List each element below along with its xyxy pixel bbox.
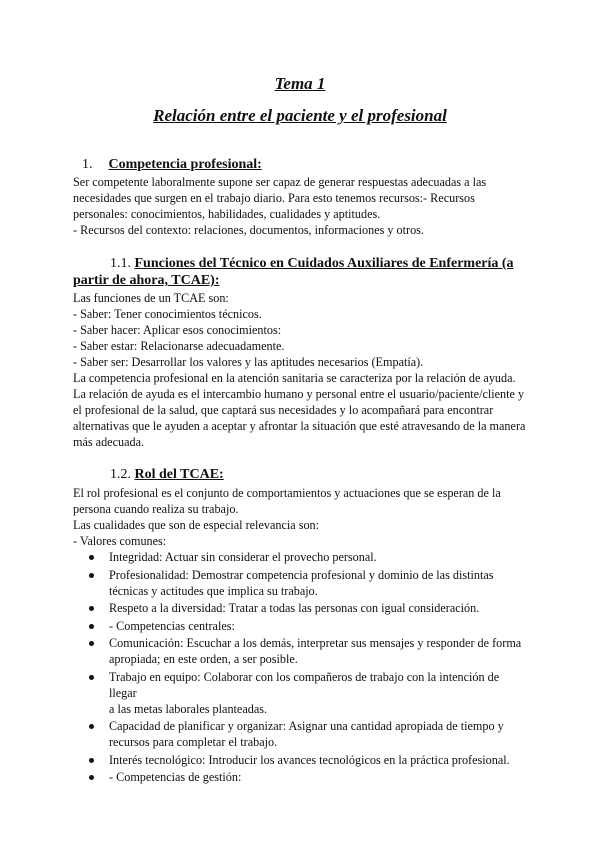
bullet-icon: [89, 573, 94, 578]
section-1-2-number: 1.2.: [110, 467, 131, 482]
section-1-body: [73, 174, 528, 238]
bullet-icon: [89, 606, 94, 611]
qualities-list: [73, 549, 528, 787]
bullet-icon: [89, 641, 94, 646]
bullet-icon: [89, 624, 94, 629]
body-line: - Valores comunes:: [73, 534, 167, 548]
bullet-icon: [89, 724, 94, 729]
section-1-heading: [82, 157, 262, 173]
body-line: - Saber estar: Relacionarse adecuadamente.: [73, 339, 285, 353]
body-line: Ser competente laboralmente supone ser capaz de generar respuestas adecuadas a las: [73, 175, 487, 189]
list-item: - Competencias centrales:: [73, 618, 528, 634]
section-1-2-title: Rol del TCAE:: [134, 467, 224, 482]
section-1-1-heading-cont: [73, 273, 219, 289]
bullet-icon: [89, 775, 94, 780]
list-item: Integridad: Actuar sin considerar el provecho personal.: [73, 549, 528, 565]
body-line: La relación de ayuda es el intercambio humano y personal entre el usuario/paciente/cliente y: [73, 387, 525, 401]
body-line: - Recursos del contexto: relaciones, documentos, informaciones y otros.: [73, 223, 424, 237]
bullet-icon: [89, 555, 94, 560]
body-line: alternativas que le ayuden a aceptar y afrontar la situación que esté atravesando de la manera: [73, 419, 526, 433]
list-item: - Competencias de gestión:: [73, 769, 528, 785]
section-1-1-title-line2: partir de ahora, TCAE):: [73, 273, 220, 288]
page-title: Tema 1: [274, 74, 326, 93]
section-1-1-body: [73, 290, 528, 450]
section-1-2-heading: [110, 467, 224, 483]
list-item: Capacidad de planificar y organizar: Asignar una cantidad apropiada de tiempo y recursos para completar el trabajo.: [73, 718, 528, 750]
body-line: personales: conocimientos, habilidades, cualidades y aptitudes.: [73, 207, 381, 221]
section-1-2-body: [73, 485, 528, 549]
body-line: - Saber hacer: Aplicar esos conocimientos:: [73, 323, 282, 337]
bullet-icon: [89, 758, 94, 763]
list-item: Profesionalidad: Demostrar competencia profesional y dominio de las distintas técnicas y actitudes que implica su trabajo.: [73, 567, 528, 599]
section-1-1-heading: [110, 256, 540, 272]
body-line: - Saber ser: Desarrollar los valores y las aptitudes necesarios (Empatía).: [73, 355, 424, 369]
list-item: Trabajo en equipo: Colaborar con los compañeros de trabajo con la intención de llegar a las metas laborales planteadas.: [73, 669, 528, 717]
body-line: el profesional de la salud, que captará sus necesidades y lo acompañará para encontrar: [73, 403, 494, 417]
body-line: La competencia profesional en la atención sanitaria se caracteriza por la relación de ayuda.: [73, 371, 516, 385]
body-line: persona cuando realiza su trabajo.: [73, 502, 239, 516]
list-item: Respeto a la diversidad: Tratar a todas las personas con igual consideración.: [73, 600, 528, 616]
bullet-icon: [89, 675, 94, 680]
body-line: - Saber: Tener conocimientos técnicos.: [73, 307, 262, 321]
body-line: necesidades que surgen en el trabajo diario. Para esto tenemos recursos:- Recursos: [73, 191, 475, 205]
list-item: Comunicación: Escuchar a los demás, interpretar sus mensajes y responder de forma apropiada; en este orden, a ser posible.: [73, 635, 528, 667]
section-1-number: 1.: [82, 157, 93, 172]
section-1-1-number: 1.1.: [110, 256, 131, 271]
body-line: Las funciones de un TCAE son:: [73, 291, 229, 305]
page-subtitle: Relación entre el paciente y el profesional: [153, 106, 447, 125]
body-line: El rol profesional es el conjunto de comportamientos y actuaciones que se esperan de la: [73, 486, 501, 500]
section-1-1-title-line1: Funciones del Técnico en Cuidados Auxiliares de Enfermería (a: [134, 256, 514, 271]
body-line: Las cualidades que son de especial relevancia son:: [73, 518, 320, 532]
section-1-title: Competencia profesional:: [108, 157, 262, 172]
body-line: más adecuada.: [73, 435, 145, 449]
list-item: Interés tecnológico: Introducir los avances tecnológicos en la práctica profesional.: [73, 752, 528, 768]
